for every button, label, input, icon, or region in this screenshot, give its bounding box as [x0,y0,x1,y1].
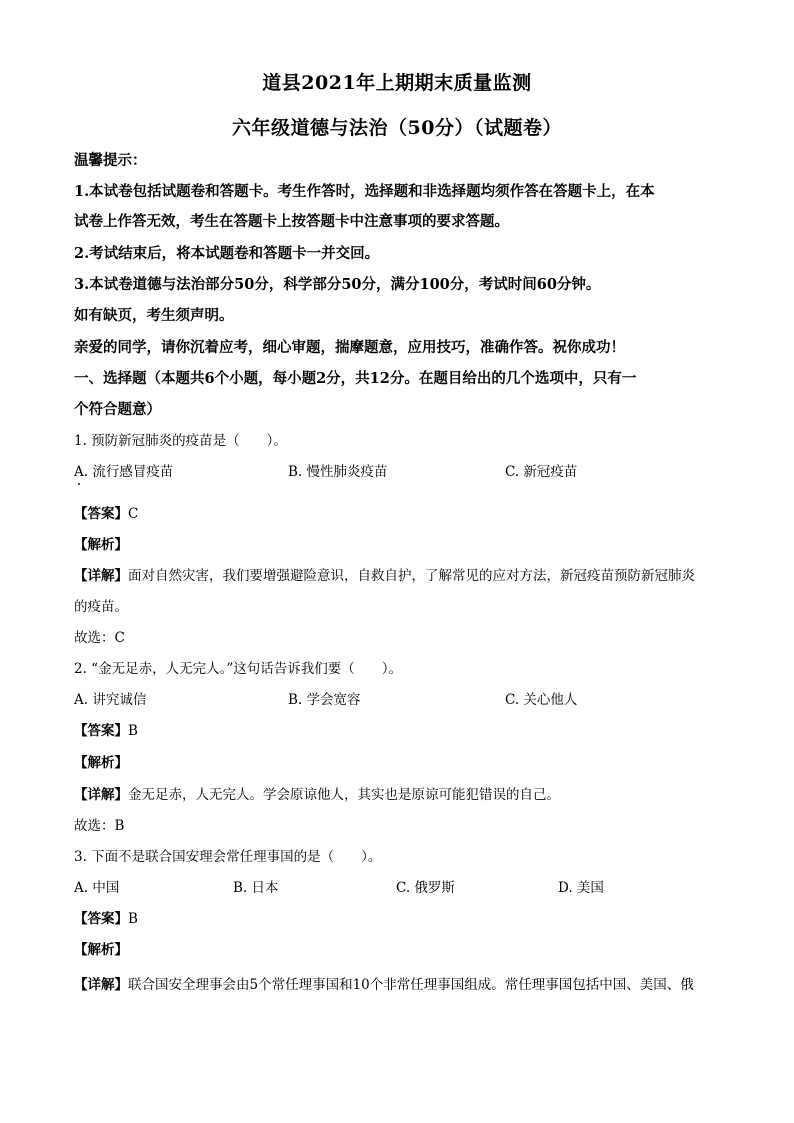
question-1-stem: 1. 预防新冠肺炎的疫苗是（ ）。 [74,433,287,449]
analysis-label: 【解析】 [74,755,128,771]
section-heading-line-2: 个符合题意） [74,401,161,418]
question-3-option-b: B. 日本 [233,880,279,896]
detail-text: 金无足赤，人无完人。学会原谅他人，其实也是原谅可能犯错误的自己。 [128,787,560,803]
tips-heading: 温馨提示： [74,152,147,169]
answer-value: B [128,723,138,739]
question-1-option-b: B. 慢性肺炎疫苗 [288,464,388,480]
tip-2: 2.考试结束后，将本试题卷和答题卡一并交回。 [74,245,380,262]
answer-label: 【答案】 [74,723,128,739]
question-2-choice: 故选：B [74,818,125,834]
answer-label: 【答案】 [74,506,128,522]
detail-text: 面对自然灾害，我们要增强避险意识，自救自护，了解常见的应对方法，新冠疫苗预防新冠肺炎 [128,568,695,584]
answer-label: 【答案】 [74,911,128,927]
question-3-detail-line-1 [74,975,734,995]
section-heading-line-1: 一、选择题（本题共6个小题，每小题2分，共12分。在题目给出的几个选项中，只有一 [74,370,637,387]
question-3-answer [74,909,734,929]
question-3-option-d: D. 美国 [558,880,604,896]
question-3-option-c: C. 俄罗斯 [396,880,455,896]
question-3-analysis [74,940,734,960]
question-1-detail-line-1 [74,566,734,586]
analysis-label: 【解析】 [74,537,128,553]
question-1-option-a: A. 流行感冒疫苗 [74,464,174,480]
question-1-detail-line-2: 的疫苗。 [74,599,128,615]
question-2-answer [74,721,734,741]
tip-1-line-1: 1.本试卷包括试题卷和答题卡。考生作答时，选择题和非选择题均须作答在答题卡上，在本 [74,183,655,200]
stray-dot-mark [78,483,80,485]
question-2-option-b: B. 学会宽容 [288,692,361,708]
answer-value: B [128,911,138,927]
question-2-stem: 2. “金无足赤，人无完人。”这句话告诉我们要（ ）。 [74,661,402,677]
detail-label: 【详解】 [74,568,128,584]
tip-3: 3.本试卷道德与法治部分50分，科学部分50分，满分100分，考试时间60分钟。 [74,276,601,293]
question-2-detail-line-1 [74,785,734,805]
tip-4: 如有缺页，考生须声明。 [74,307,234,324]
detail-label: 【详解】 [74,977,128,993]
detail-label: 【详解】 [74,787,128,803]
question-2-option-c: C. 关心他人 [505,692,578,708]
detail-text: 联合国安全理事会由5个常任理事国和10个非常任理事国组成。常任理事国包括中国、美国、俄 [128,977,694,993]
exam-subtitle: 六年级道德与法治（50分）（试题卷） [232,117,562,139]
analysis-label: 【解析】 [74,942,128,958]
answer-value: C [128,506,139,522]
question-1-choice: 故选：C [74,630,125,646]
tip-1-line-2: 试卷上作答无效，考生在答题卡上按答题卡中注意事项的要求答题。 [74,213,509,230]
question-3-stem: 3. 下面不是联合国安理会常任理事国的是（ ）。 [74,849,382,865]
question-1-analysis [74,535,734,555]
question-1-option-c: C. 新冠疫苗 [505,464,578,480]
question-3-option-a: A. 中国 [74,880,120,896]
question-1-answer [74,504,734,524]
question-2-option-a: A. 讲究诚信 [74,692,147,708]
encouragement: 亲爱的同学，请你沉着应考，细心审题，揣摩题意，应用技巧，准确作答。祝你成功！ [74,339,625,356]
exam-title: 道县2021年上期期末质量监测 [262,72,532,94]
question-2-analysis [74,753,734,773]
